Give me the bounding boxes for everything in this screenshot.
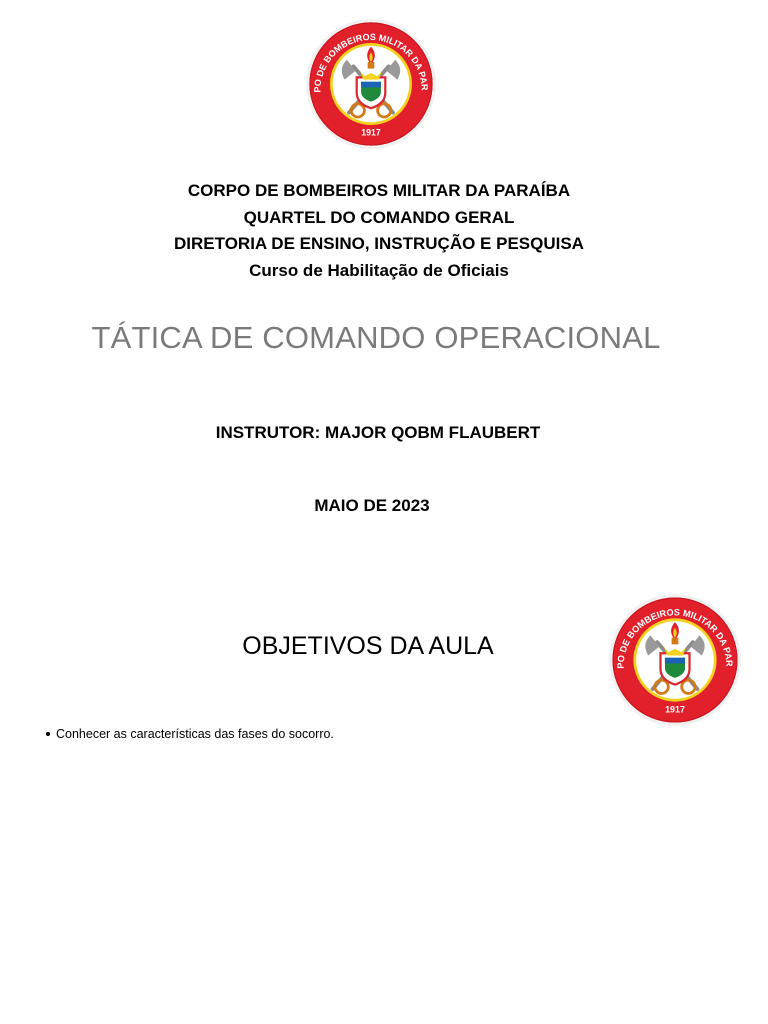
bullet-icon xyxy=(46,732,50,736)
emblem-ring-text: PO DE BOMBEIROS MILITAR DA PAR xyxy=(312,31,430,93)
presentation-title: TÁTICA DE COMANDO OPERACIONAL xyxy=(91,320,661,355)
list-item xyxy=(46,727,334,741)
fire-department-emblem-logo xyxy=(305,18,437,150)
emblem-ring-text-2: PO DE BOMBEIROS MILITAR DA PAR xyxy=(615,607,735,669)
header-line-4: Curso de Habilitação de Oficiais xyxy=(249,260,509,280)
date-line: MAIO DE 2023 xyxy=(314,496,430,515)
institution-header xyxy=(0,178,768,284)
list-item-text: Conhecer as características das fases do socorro. xyxy=(56,727,334,741)
emblem-year-2: 1917 xyxy=(665,704,685,715)
instructor-line: INSTRUTOR: MAJOR QOBM FLAUBERT xyxy=(215,423,541,442)
objectives-title: OBJETIVOS DA AULA xyxy=(242,632,494,660)
header-line-3: DIRETORIA DE ENSINO, INSTRUÇÃO E PESQUISA xyxy=(174,234,584,253)
objectives-list xyxy=(46,727,334,741)
header-line-1: CORPO DE BOMBEIROS MILITAR DA PARAÍBA xyxy=(187,181,571,200)
emblem-graphic xyxy=(305,18,437,150)
emblem-year: 1917 xyxy=(361,127,381,138)
header-line-2: QUARTEL DO COMANDO GERAL xyxy=(243,207,515,227)
